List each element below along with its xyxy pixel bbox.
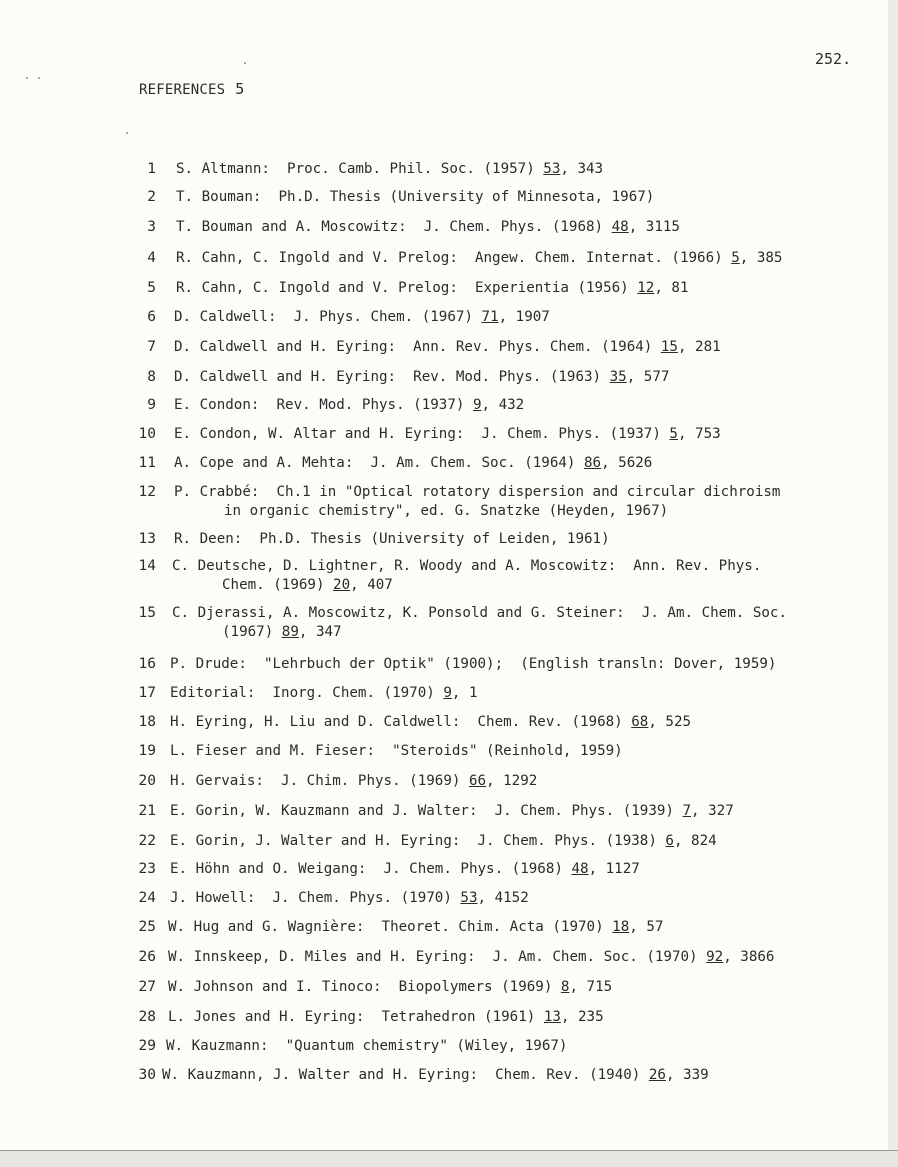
reference-number: 26	[138, 949, 156, 965]
speck	[244, 62, 246, 64]
reference-pages: , 1292	[486, 773, 538, 789]
reference-pages: , 1907	[498, 309, 550, 325]
reference-number: 4	[147, 250, 156, 266]
reference-text	[168, 1008, 604, 1027]
reference-volume: 48	[571, 861, 589, 877]
reference-source: E. Gorin, W. Kauzmann and J. Walter: J. Chem. Phys. (1939)	[170, 803, 683, 819]
reference-text	[170, 684, 478, 703]
reference-source: R. Cahn, C. Ingold and V. Prelog: Experientia (1956)	[176, 280, 638, 296]
reference-volume: 89	[281, 624, 299, 640]
reference-volume: 7	[682, 803, 692, 819]
reference-number: 8	[147, 369, 156, 385]
reference-line-2	[172, 576, 761, 595]
reference-volume: 35	[609, 369, 627, 385]
reference-number: 25	[138, 919, 156, 935]
reference-source: A. Cope and A. Mehta: J. Am. Chem. Soc. (1964)	[174, 455, 584, 471]
reference-text	[162, 1066, 709, 1085]
reference-text	[176, 279, 689, 298]
reference-text	[166, 1037, 567, 1056]
reference-number: 2	[147, 189, 156, 205]
reference-line: C. Djerassi, A. Moscowitz, K. Ponsold and G. Steiner: J. Am. Chem. Soc.	[172, 605, 787, 621]
reference-source: L. Jones and H. Eyring: Tetrahedron (1961)	[168, 1009, 544, 1025]
reference-volume: 26	[648, 1067, 666, 1083]
reference-text	[170, 655, 776, 674]
reference-text	[170, 860, 640, 879]
reference-source: R. Deen: Ph.D. Thesis (University of Leiden, 1961)	[174, 531, 610, 547]
reference-volume: 92	[706, 949, 724, 965]
reference-volume: 8	[560, 979, 570, 995]
reference-number: 17	[138, 685, 156, 701]
reference-number: 11	[138, 455, 156, 471]
reference-volume: 9	[443, 685, 452, 701]
reference-pages: , 281	[677, 339, 721, 355]
reference-source: D. Caldwell and H. Eyring: Rev. Mod. Phys. (1963)	[174, 369, 610, 385]
reference-volume: 66	[468, 773, 487, 789]
reference-number: 19	[138, 743, 156, 759]
reference-pages: , 1127	[588, 861, 640, 877]
reference-source: J. Howell: J. Chem. Phys. (1970)	[170, 890, 461, 906]
reference-line: P. Crabbé: Ch.1 in "Optical rotatory dispersion and circular dichroism	[174, 484, 781, 500]
page-edge-bottom	[0, 1150, 898, 1167]
page-number: 252.	[815, 50, 852, 68]
reference-number: 29	[138, 1038, 156, 1054]
reference-source: H. Eyring, H. Liu and D. Caldwell: Chem. Rev. (1968)	[170, 714, 632, 730]
reference-volume: 9	[472, 397, 482, 413]
reference-source: D. Caldwell: J. Phys. Chem. (1967)	[174, 309, 482, 325]
reference-text	[172, 557, 761, 595]
reference-text	[174, 454, 652, 473]
reference-text	[170, 889, 529, 908]
reference-pages: , 5626	[601, 455, 653, 471]
reference-text	[174, 338, 721, 357]
heading-label: REFERENCES	[139, 82, 226, 98]
reference-number: 1	[147, 161, 156, 177]
reference-pages: , 525	[648, 714, 692, 730]
reference-volume: 53	[543, 161, 561, 177]
reference-source: E. Condon: Rev. Mod. Phys. (1937)	[174, 397, 473, 413]
reference-pages: , 347	[298, 624, 342, 640]
reference-source: T. Bouman and A. Moscowitz: J. Chem. Phys. (1968)	[176, 219, 612, 235]
reference-text	[174, 368, 669, 387]
reference-text	[170, 742, 623, 761]
reference-number: 10	[138, 426, 156, 442]
reference-text	[172, 604, 787, 642]
reference-volume: 12	[637, 280, 655, 296]
reference-text	[170, 802, 734, 821]
reference-pages: , 824	[673, 833, 717, 849]
reference-source: T. Bouman: Ph.D. Thesis (University of Minnesota, 1967)	[176, 189, 655, 205]
reference-text	[174, 308, 550, 327]
reference-text	[168, 918, 663, 937]
reference-line-2	[172, 623, 787, 642]
reference-pages: , 235	[560, 1009, 604, 1025]
reference-text	[176, 218, 680, 237]
reference-number: 18	[138, 714, 156, 730]
reference-number: 27	[138, 979, 156, 995]
reference-source: W. Kauzmann, J. Walter and H. Eyring: Chem. Rev. (1940)	[162, 1067, 649, 1083]
reference-volume: 86	[584, 455, 602, 471]
reference-number: 30	[138, 1067, 156, 1083]
reference-number: 9	[147, 397, 156, 413]
reference-number: 20	[138, 773, 156, 789]
reference-source: W. Innskeep, D. Miles and H. Eyring: J. Am. Chem. Soc. (1970)	[168, 949, 707, 965]
reference-number: 7	[147, 339, 156, 355]
reference-pages: , 343	[560, 161, 604, 177]
reference-pages: , 407	[350, 577, 393, 593]
reference-number: 21	[138, 803, 156, 819]
reference-pages: , 753	[677, 426, 721, 442]
reference-source: E. Höhn and O. Weigang: J. Chem. Phys. (1968)	[170, 861, 572, 877]
reference-source: P. Drude: "Lehrbuch der Optik" (1900); (English transln: Dover, 1959)	[170, 656, 777, 672]
reference-number: 28	[138, 1009, 156, 1025]
reference-number: 13	[138, 531, 156, 547]
reference-pages: , 3866	[723, 949, 775, 965]
reference-volume: 18	[612, 919, 630, 935]
reference-source: Editorial: Inorg. Chem. (1970)	[170, 685, 444, 701]
reference-source: D. Caldwell and H. Eyring: Ann. Rev. Phys. Chem. (1964)	[174, 339, 661, 355]
speck	[126, 132, 128, 134]
reference-source: E. Condon, W. Altar and H. Eyring: J. Chem. Phys. (1937)	[174, 426, 670, 442]
reference-text	[176, 160, 603, 179]
reference-text	[174, 396, 524, 415]
reference-volume: 13	[543, 1009, 561, 1025]
reference-number: 6	[147, 309, 156, 325]
reference-number: 3	[147, 219, 156, 235]
reference-volume: 48	[611, 219, 629, 235]
reference-text	[176, 249, 782, 268]
reference-source: S. Altmann: Proc. Camb. Phil. Soc. (1957)	[176, 161, 544, 177]
reference-pages: , 577	[626, 369, 670, 385]
reference-text	[170, 713, 691, 732]
speck	[38, 77, 40, 79]
reference-source: H. Gervais: J. Chim. Phys. (1969)	[170, 773, 469, 789]
reference-text	[168, 978, 612, 997]
reference-pages: , 57	[629, 919, 664, 935]
reference-pages: , 81	[654, 280, 689, 296]
reference-source: W. Kauzmann: "Quantum chemistry" (Wiley, 1967)	[166, 1038, 568, 1054]
reference-pages: , 339	[665, 1067, 709, 1083]
reference-number: 5	[147, 280, 156, 296]
reference-pages: , 3115	[628, 219, 680, 235]
reference-volume: 5	[731, 250, 740, 266]
reference-source: L. Fieser and M. Fieser: "Steroids" (Reinhold, 1959)	[170, 743, 623, 759]
reference-text	[174, 425, 721, 444]
reference-volume: 15	[660, 339, 678, 355]
reference-pages: , 1	[451, 685, 478, 701]
reference-pages: , 432	[481, 397, 525, 413]
reference-volume: 71	[481, 309, 499, 325]
reference-source: Chem. (1969)	[222, 577, 334, 593]
speck	[26, 77, 28, 79]
reference-number: 24	[138, 890, 156, 906]
reference-number: 22	[138, 833, 156, 849]
reference-pages: , 385	[739, 250, 783, 266]
reference-number: 15	[138, 605, 156, 621]
reference-text	[174, 530, 610, 549]
reference-volume: 5	[669, 426, 678, 442]
reference-source: E. Gorin, J. Walter and H. Eyring: J. Chem. Phys. (1938)	[170, 833, 666, 849]
chapter-number: 5	[235, 80, 245, 98]
reference-pages: , 4152	[477, 890, 529, 906]
reference-number: 23	[138, 861, 156, 877]
reference-text	[176, 188, 654, 207]
reference-text	[168, 948, 774, 967]
reference-text	[174, 483, 780, 521]
reference-text	[170, 832, 717, 851]
reference-number: 14	[138, 558, 156, 574]
reference-text	[170, 772, 537, 791]
reference-number: 12	[138, 484, 156, 500]
reference-pages: , 327	[691, 803, 734, 819]
reference-source: W. Johnson and I. Tinoco: Biopolymers (1969)	[168, 979, 561, 995]
reference-volume: 53	[460, 890, 478, 906]
reference-volume: 6	[665, 833, 674, 849]
reference-volume: 68	[631, 714, 649, 730]
reference-source: R. Cahn, C. Ingold and V. Prelog: Angew. Chem. Internat. (1966)	[176, 250, 732, 266]
reference-line-2: in organic chemistry", ed. G. Snatzke (Heyden, 1967)	[224, 503, 669, 519]
reference-number: 16	[138, 656, 156, 672]
reference-source: (1967)	[222, 624, 282, 640]
reference-pages: , 715	[569, 979, 613, 995]
reference-source: W. Hug and G. Wagnière: Theoret. Chim. Acta (1970)	[168, 919, 613, 935]
reference-line: C. Deutsche, D. Lightner, R. Woody and A. Moscowitz: Ann. Rev. Phys.	[172, 558, 762, 574]
reference-volume: 20	[333, 577, 351, 593]
